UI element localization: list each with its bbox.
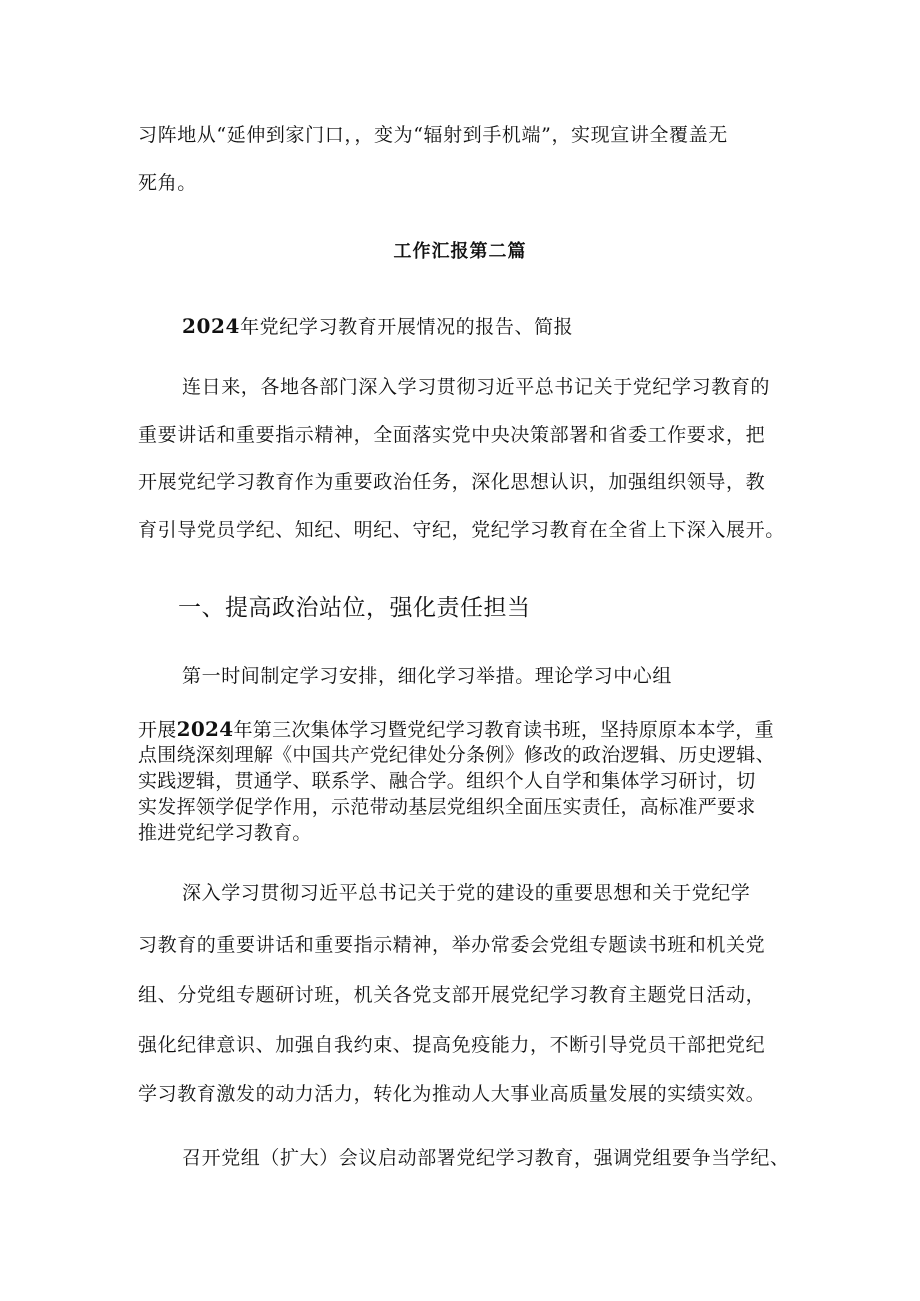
para3-line-5: 学习教育激发的动力活力，转化为推动人大事业高质量发展的实绩实效。 [138,1083,766,1105]
para1-line-4: 育引导党员学纪、知纪、明纪、守纪，党纪学习教育在全省上下深入展开。 [138,519,785,541]
report-title-year: 2024 [182,314,241,338]
para2-line-2-prefix: 开展 [138,719,177,741]
para3-line-4: 强化纪律意识、加强自我约束、提高免疫能力，不断引导党员干部把党纪 [138,1034,766,1056]
para2-line-4: 实践逻辑，贯通学、联系学、融合学。组织个人自学和集体学习研讨，切 [138,770,756,792]
para2-line-6: 推进党纪学习教育。 [138,822,312,844]
section-title: 工作汇报第二篇 [393,241,527,262]
heading-one: 一、提高政治站位，强化责任担当 [178,595,531,621]
para2-line-2 [138,717,774,742]
para2-line-2-rest: 年第三次集体学习暨党纪学习教育读书班，坚持原原本本学，重 [233,719,774,741]
report-title [182,312,573,339]
para2-line-1: 第一时间制定学习安排，细化学习举措。理论学习中心组 [182,665,673,687]
para1-line-1: 连日来，各地各部门深入学习贯彻习近平总书记关于党纪学习教育的 [182,376,771,398]
para1-line-3: 开展党纪学习教育作为重要政治任务，深化思想认识，加强组织领导，教 [138,471,766,493]
para3-line-2: 习教育的重要讲话和重要指示精神，举办常委会党组专题读书班和机关党 [138,934,766,956]
para2-line-3: 点围绕深刻理解《中国共产党纪律处分条例》修改的政治逻辑、历史逻辑、 [138,744,775,766]
para2-line-2-year: 2024 [176,717,234,741]
report-title-text: 年党纪学习教育开展情况的报告、简报 [240,316,574,338]
para1-line-2: 重要讲话和重要指示精神，全面落实党中央决策部署和省委工作要求，把 [138,424,766,446]
para3-line-3: 组、分党组专题研讨班，机关各党支部开展党纪学习教育主题党日活动， [138,984,766,1006]
para2-line-5: 实发挥领学促学作用，示范带动基层党组织全面压实责任，高标准严要求 [138,796,756,818]
para3-line-1: 深入学习贯彻习近平总书记关于党的建设的重要思想和关于党纪学 [182,882,751,904]
intro-line-1: 习阵地从“延伸到家门口，，变为“辐射到手机端”，实现宣讲全覆盖无 [138,124,728,146]
intro-line-2: 死角。 [138,172,197,194]
para4-line-1: 召开党组（扩大）会议启动部署党纪学习教育，强调党组要争当学纪、 [182,1147,790,1169]
